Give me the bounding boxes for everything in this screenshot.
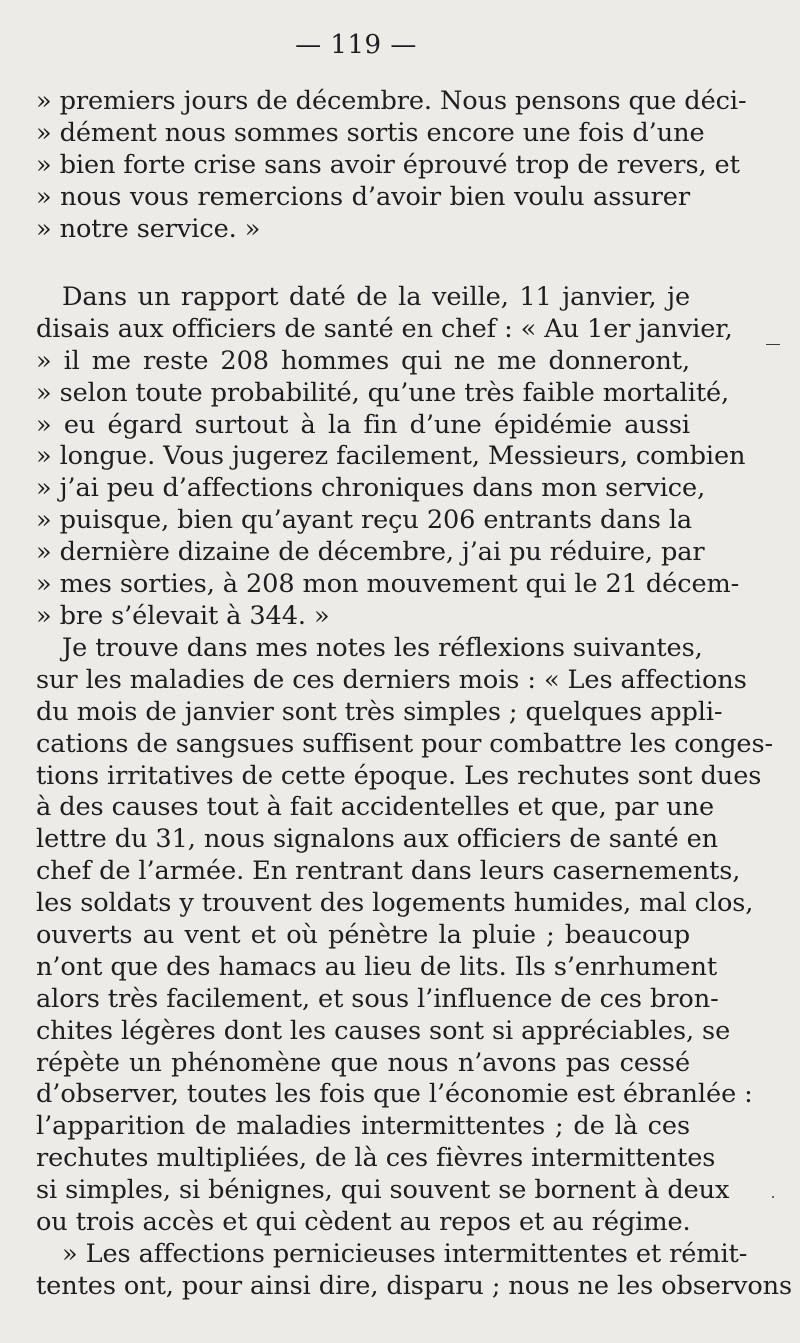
text-line: chites légères dont les causes sont si appréciables, se (36, 1015, 731, 1046)
text-line: » bre s’élevait à 344. » (36, 600, 330, 631)
text-line: » j’ai peu d’affections chroniques dans mon service, (36, 473, 706, 504)
text-line: » bien forte crise sans avoir éprouvé trop de revers, et (36, 149, 740, 180)
paragraph-2 (36, 282, 746, 633)
text-line: lettre du 31, nous signalons aux officiers de santé en (36, 824, 719, 855)
text-line: » mes sorties, à 208 mon mouvement qui le 21 décem- (36, 569, 740, 600)
text-line: tentes ont, pour ainsi dire, disparu ; nous ne les observons (36, 1270, 793, 1301)
page-number: — 119 — (295, 30, 417, 60)
text-line: » dément nous sommes sortis encore une fois d’une (36, 117, 705, 148)
text-line: » longue. Vous jugerez facilement, Messieurs, combien (36, 441, 746, 472)
paragraph-3 (36, 633, 774, 1239)
text-line: » Les affections pernicieuses intermittentes et rémit- (62, 1239, 748, 1269)
text-line: » il me reste 208 hommes qui ne me donneront, (36, 345, 690, 376)
text-line: rechutes multipliées, de là ces fièvres intermittentes (36, 1143, 716, 1174)
text-line: » puisque, bien qu’ayant reçu 206 entrants dans la (36, 505, 693, 536)
text-line: du mois de janvier sont très simples ; quelques appli- (36, 696, 723, 727)
text-line: tions irritatives de cette époque. Les rechutes sont dues (36, 760, 762, 791)
text-line: n’ont que des hamacs au lieu de lits. Ils s’enrhument (36, 951, 718, 982)
text-line: les soldats y trouvent des logements humides, mal clos, (36, 888, 754, 919)
text-line: si simples, si bénignes, qui souvent se bornent à deux (36, 1175, 730, 1206)
text-line: ouverts au vent et où pénètre la pluie ; beaucoup (36, 920, 690, 951)
text-line: Je trouve dans mes notes les réflexions suivantes, (62, 633, 703, 663)
text-line: » eu égard surtout à la fin d’une épidémie aussi (36, 409, 690, 440)
paragraph-4 (36, 1239, 793, 1303)
text-line: répète un phénomène que nous n’avons pas cessé (36, 1047, 690, 1078)
text-line: disais aux officiers de santé en chef : « Au 1er janvier, (36, 313, 733, 344)
text-line: l’apparition de maladies intermittentes ; de là ces (36, 1111, 690, 1142)
text-line: » dernière dizaine de décembre, j’ai pu réduire, par (36, 537, 705, 568)
text-line: » premiers jours de décembre. Nous pensons que déci- (36, 86, 747, 116)
text-line: » selon toute probabilité, qu’une très faible mortalité, (36, 377, 730, 408)
margin-dash-mark (766, 344, 780, 345)
text-line: d’observer, toutes les fois que l’économie est ébranlée : (36, 1079, 753, 1110)
text-line: » notre service. » (36, 213, 261, 244)
margin-dot-mark (772, 1196, 774, 1198)
text-line: sur les maladies de ces derniers mois : « Les affections (36, 664, 747, 695)
text-line: à des causes tout à fait accidentelles et que, par une (36, 792, 715, 823)
text-line: cations de sangsues suffisent pour combattre les conges- (36, 728, 774, 759)
text-line: chef de l’armée. En rentrant dans leurs casernements, (36, 856, 741, 887)
text-line: alors très facilement, et sous l’influence de ces bron- (36, 983, 719, 1014)
text-line: » nous vous remercions d’avoir bien voulu assurer (36, 181, 690, 212)
paragraph-1 (36, 86, 747, 245)
text-line: ou trois accès et qui cèdent au repos et au régime. (36, 1207, 691, 1238)
text-line: Dans un rapport daté de la veille, 11 janvier, je (62, 282, 690, 312)
